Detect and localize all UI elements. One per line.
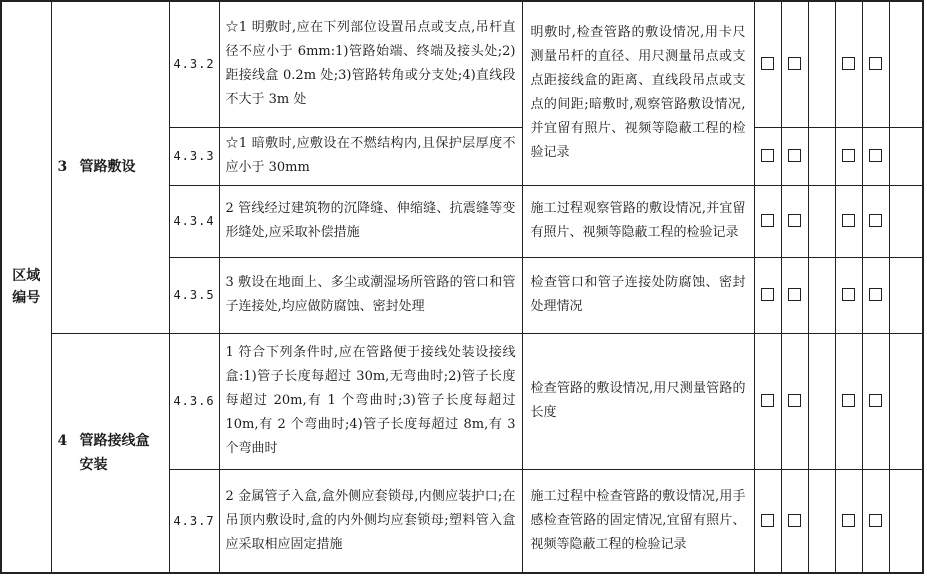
check-cell[interactable] xyxy=(835,469,862,573)
check-cell[interactable] xyxy=(835,185,862,257)
checkbox-icon[interactable] xyxy=(869,149,882,162)
empty-cell xyxy=(808,469,835,573)
category-cell xyxy=(51,333,169,573)
checkbox-icon[interactable] xyxy=(842,214,855,227)
clause-code: 4.3.7 xyxy=(169,469,219,573)
empty-cell xyxy=(889,333,923,469)
checkbox-icon[interactable] xyxy=(842,288,855,301)
check-cell[interactable] xyxy=(862,185,889,257)
check-cell[interactable] xyxy=(862,1,889,127)
inspection-method: 施工过程观察管路的敷设情况,并宜留有照片、视频等隐蔽工程的检验记录 xyxy=(522,185,754,257)
category-name: 管路敷设 xyxy=(79,159,136,176)
inspection-method: 检查管口和管子连接处防腐蚀、密封处理情况 xyxy=(522,257,754,333)
check-cell[interactable] xyxy=(781,333,808,469)
empty-cell xyxy=(889,257,923,333)
requirement-text: 2 金属管子入盒,盒外侧应套锁母,内侧应装护口;在吊顶内敷设时,盒的内外侧均应套锁母;塑料管入盒应采取相应固定措施 xyxy=(219,469,522,573)
check-cell[interactable] xyxy=(754,257,781,333)
checkbox-icon[interactable] xyxy=(761,57,774,70)
checkbox-icon[interactable] xyxy=(869,288,882,301)
requirement-text: ☆1 暗敷时,应敷设在不燃结构内,且保护层厚度不应小于 30mm xyxy=(219,127,522,185)
check-cell[interactable] xyxy=(862,127,889,185)
clause-code: 4.3.5 xyxy=(169,257,219,333)
requirement-text: 3 敷设在地面上、多尘或潮湿场所管路的管口和管子连接处,均应做防腐蚀、密封处理 xyxy=(219,257,522,333)
check-cell[interactable] xyxy=(781,469,808,573)
checkbox-icon[interactable] xyxy=(788,57,801,70)
clause-code: 4.3.3 xyxy=(169,127,219,185)
check-cell[interactable] xyxy=(754,469,781,573)
category-number: 4 xyxy=(57,432,68,449)
checkbox-icon[interactable] xyxy=(869,214,882,227)
empty-cell xyxy=(808,127,835,185)
empty-cell xyxy=(808,257,835,333)
check-cell[interactable] xyxy=(781,1,808,127)
category-name: 管路接线盒安装 xyxy=(79,432,150,473)
empty-cell xyxy=(808,333,835,469)
checkbox-icon[interactable] xyxy=(788,149,801,162)
inspection-method: 施工过程中检查管路的敷设情况,用手感检查管路的固定情况,宜留有照片、视频等隐蔽工程的检验记录 xyxy=(522,469,754,573)
checkbox-icon[interactable] xyxy=(788,514,801,527)
category-cell xyxy=(51,1,169,333)
empty-cell xyxy=(889,1,923,127)
check-cell[interactable] xyxy=(835,333,862,469)
inspection-method: 明敷时,检查管路的敷设情况,用卡尺测量吊杆的直径、用尺测量吊点或支点距接线盒的距离、直线段吊点或支点的间距;暗敷时,观察管路敷设情况,并宜留有照片、视频等隐蔽工程的检验记录 xyxy=(522,1,754,185)
check-cell[interactable] xyxy=(781,127,808,185)
region-label-line1: 区域 xyxy=(12,268,41,284)
check-cell[interactable] xyxy=(754,1,781,127)
inspection-method: 检查管路的敷设情况,用尺测量管路的长度 xyxy=(522,333,754,469)
check-cell[interactable] xyxy=(754,185,781,257)
check-cell[interactable] xyxy=(754,333,781,469)
checkbox-icon[interactable] xyxy=(788,288,801,301)
table-row xyxy=(1,1,923,127)
checkbox-icon[interactable] xyxy=(869,514,882,527)
checkbox-icon[interactable] xyxy=(788,394,801,407)
check-cell[interactable] xyxy=(781,185,808,257)
checkbox-icon[interactable] xyxy=(761,149,774,162)
table-row xyxy=(1,333,923,469)
check-cell[interactable] xyxy=(835,127,862,185)
empty-cell xyxy=(889,185,923,257)
checkbox-icon[interactable] xyxy=(842,514,855,527)
checkbox-icon[interactable] xyxy=(842,149,855,162)
check-cell[interactable] xyxy=(862,469,889,573)
empty-cell xyxy=(889,469,923,573)
check-cell[interactable] xyxy=(862,257,889,333)
region-code-cell xyxy=(1,1,51,573)
checkbox-icon[interactable] xyxy=(761,514,774,527)
check-cell[interactable] xyxy=(835,1,862,127)
checkbox-icon[interactable] xyxy=(761,214,774,227)
checkbox-icon[interactable] xyxy=(761,394,774,407)
requirement-text: ☆1 明敷时,应在下列部位设置吊点或支点,吊杆直径不应小于 6mm:1)管路始端、终端及接头处;2)距接线盒 0.2m 处;3)管路转角或分支处;4)直线段不大于 3m 处 xyxy=(219,1,522,127)
check-cell[interactable] xyxy=(781,257,808,333)
checkbox-icon[interactable] xyxy=(842,57,855,70)
requirement-text: 1 符合下列条件时,应在管路便于接线处装设接线盒:1)管子长度每超过 30m,无弯曲时;2)管子长度每超过 20m,有 1 个弯曲时;3)管子长度每超过 10m,有 2 个弯曲时;4)管子长度每超过 8m,有 3 个弯曲时 xyxy=(219,333,522,469)
checkbox-icon[interactable] xyxy=(761,288,774,301)
checkbox-icon[interactable] xyxy=(788,214,801,227)
check-cell[interactable] xyxy=(835,257,862,333)
region-label-line2: 编号 xyxy=(12,290,41,306)
empty-cell xyxy=(808,1,835,127)
empty-cell xyxy=(808,185,835,257)
checkbox-icon[interactable] xyxy=(869,394,882,407)
clause-code: 4.3.4 xyxy=(169,185,219,257)
check-cell[interactable] xyxy=(754,127,781,185)
requirement-text: 2 管线经过建筑物的沉降缝、伸缩缝、抗震缝等变形缝处,应采取补偿措施 xyxy=(219,185,522,257)
check-cell[interactable] xyxy=(862,333,889,469)
empty-cell xyxy=(889,127,923,185)
checkbox-icon[interactable] xyxy=(842,394,855,407)
category-number: 3 xyxy=(57,159,68,176)
clause-code: 4.3.6 xyxy=(169,333,219,469)
clause-code: 4.3.2 xyxy=(169,1,219,127)
checkbox-icon[interactable] xyxy=(869,57,882,70)
